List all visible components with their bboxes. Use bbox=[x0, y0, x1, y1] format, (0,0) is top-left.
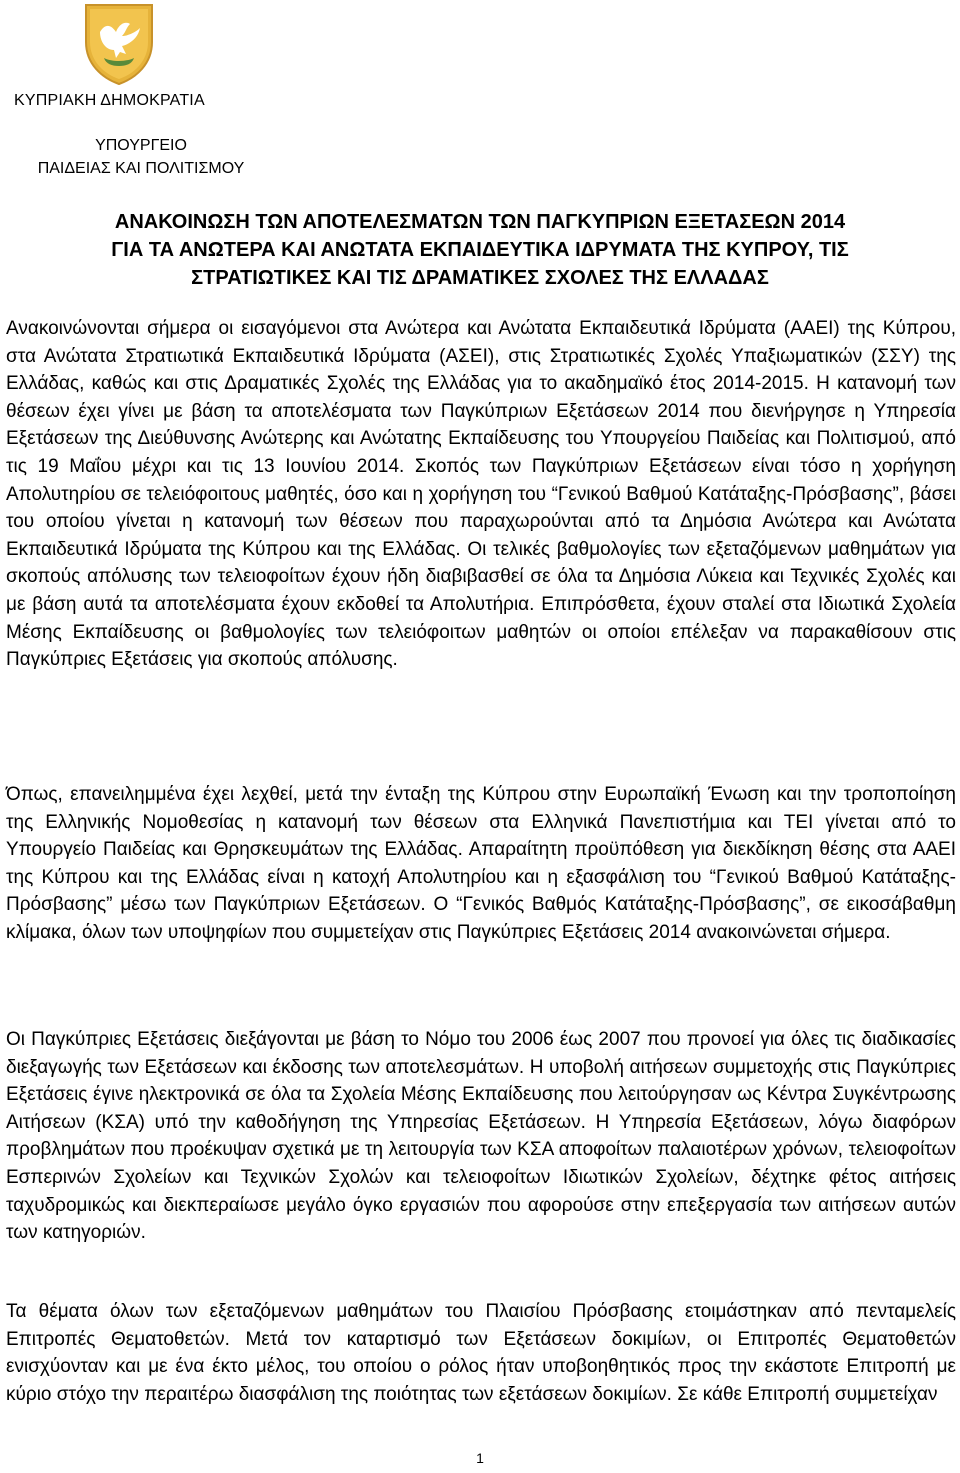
body-paragraph: Ανακοινώνονται σήμερα οι εισαγόμενοι στα Ανώτερα και Ανώτατα Εκπαιδευτικά Ιδρύματα (ΑΑΕΙ) της Κύπρου, στα Ανώτατα Στρατιωτικά Εκπαιδευτικά Ιδρύματα (ΑΣΕΙ), στις Στρατιωτικές Σχολές Υπαξιωματικών (ΣΣΥ) της Ελλάδας, καθώς και στις Δραματικές Σχολές της Ελλάδας για το ακαδημαϊκό έτος 2014-2015. Η κατανομή των θέσεων έχει γίνει με βάση τα αποτελέσματα των Παγκύπριων Εξετάσεων 2014 που διενήργησε η Υπηρεσία Εξετάσεων της Διεύθυνσης Ανώτερης και Ανώτατης Εκπαίδευσης του Υπουργείου Παιδείας και Πολιτισμού, από τις 19 Μαΐου μέχρι και τις 13 Ιουνίου 2014. Σκοπός των Παγκύπριων Εξετάσεων είναι τόσο η χορήγηση Απολυτηρίου σε τελειόφοιτους μαθητές, όσο και η χορήγηση του “Γενικού Βαθμού Κατάταξης-Πρόσβασης”, βάσει του οποίου γίνεται η κατανομή των θέσεων που παραχωρούνται από τα Δημόσια Ανώτερα και Ανώτατα Εκπαιδευτικά Ιδρύματα της Κύπρου και της Ελλάδας. Οι τελικές βαθμολογίες των εξεταζόμενων μαθημάτων για σκοπούς απόλυσης των τελειοφοίτων έχουν ήδη διαβιβασθεί σε όλα τα Δημόσια Λύκεια και Τεχνικές Σχολές και με βάση αυτά τα αποτελέσματα έχουν εκδοθεί τα Απολυτήρια. Επιπρόσθετα, έχουν σταλεί στα Ιδιωτικά Σχολεία Μέσης Εκπαίδευσης οι βαθμολογίες των τελειόφοιτων μαθητών οι οποίοι επέλεξαν να παρακαθίσουν στις Παγκύπριες Εξετάσεις για σκοπούς απόλυσης. bbox=[6, 318, 956, 671]
announcement-title bbox=[0, 208, 960, 292]
republic-name: ΚΥΠΡΙΑΚΗ ΔΗΜΟΚΡΑΤΙΑ bbox=[14, 92, 205, 109]
page-number: 1 bbox=[476, 1450, 484, 1466]
title-line-1: ΑΝΑΚΟΙΝΩΣΗ ΤΩΝ ΑΠΟΤΕΛΕΣΜΑΤΩΝ ΤΩΝ ΠΑΓΚΥΠΡΙΩΝ ΕΞΕΤΑΣΕΩΝ 2014 bbox=[114, 211, 846, 233]
body-paragraph: Τα θέματα όλων των εξεταζόμενων μαθημάτων του Πλαισίου Πρόσβασης ετοιμάστηκαν από πενταμελείς Επιτροπές Θεματοθετών. Μετά τον καταρτισμό των Εξετάσεων δοκιμίων, οι Επιτροπές Θεματοθετών ενισχύονταν και με ένα έκτο μέλος, του οποίου ο ρόλος ήταν υποβοηθητικός προς την εκάστοτε Επιτροπή με κύριο στόχο την περαιτέρω διασφάλιση της ποιότητας των εξετάσεων δοκιμίων. Σε κάθε Επιτροπή συμμετείχαν bbox=[6, 1301, 956, 1405]
body-paragraph: Όπως, επανειλημμένα έχει λεχθεί, μετά την ένταξη της Κύπρου στην Ευρωπαϊκή Ένωση και την τροποποίηση της Ελληνικής Νομοθεσίας η κατανομή των θέσεων στα Ελληνικά Πανεπιστήμια και ΤΕΙ γίνεται από το Υπουργείο Παιδείας και Θρησκευμάτων της Ελλάδας. Απαραίτητη προϋπόθεση για διεκδίκηση θέσης στα ΑΑΕΙ της Κύπρου και της Ελλάδας είναι η κατοχή Απολυτηρίου και η εξασφάλιση του “Γενικού Βαθμού Κατάταξης-Πρόσβασης” μέσω των Παγκύπριων Εξετάσεων. Ο “Γενικός Βαθμός Κατάταξης-Πρόσβασης”, σε εικοσάβαθμη κλίμακα, όλων των υποψηφίων που συμμετείχαν στις Παγκύπριες Εξετάσεις 2014 ανακοινώνεται σήμερα. bbox=[6, 784, 956, 943]
title-line-2: ΓΙΑ ΤΑ ΑΝΩΤΕΡΑ ΚΑΙ ΑΝΩΤΑΤΑ ΕΚΠΑΙΔΕΥΤΙΚΑ ΙΔΡΥΜΑΤΑ ΤΗΣ ΚΥΠΡΟΥ, ΤΙΣ bbox=[111, 239, 849, 261]
ministry-line-2: ΠΑΙΔΕΙΑΣ ΚΑΙ ΠΟΛΙΤΙΣΜΟΥ bbox=[37, 160, 245, 177]
cyprus-coat-of-arms-icon bbox=[82, 2, 156, 86]
body-paragraph: Οι Παγκύπριες Εξετάσεις διεξάγονται με βάση το Νόμο του 2006 έως 2007 που προνοεί για όλες τις διαδικασίες διεξαγωγής των Εξετάσεων και έκδοσης των αποτελεσμάτων. Η υποβολή αιτήσεων συμμετοχής στις Παγκύπριες Εξετάσεις έγινε ηλεκτρονικά σε όλα τα Σχολεία Μέσης Εκπαίδευσης που λειτούργησαν ως Κέντρα Συγκέντρωσης Αιτήσεων (ΚΣΑ) υπό την καθοδήγηση της Υπηρεσίας Εξετάσεων. Η Υπηρεσία Εξετάσεων, λόγω διαφόρων προβλημάτων που προέκυψαν σχετικά με τη λειτουργία των ΚΣΑ αποφοίτων παλαιοτέρων χρόνων, τελειοφοίτων Εσπερινών Σχολείων και Τεχνικών Σχολών και τελειοφοίτων Ιδιωτικών Σχολείων, δέχτηκε φέτος αιτήσεις ταχυδρομικώς και διεκπεραίωσε μεγάλο όγκο εργασιών που αφορούσε στην επεξεργασία των αιτήσεων αυτών των κατηγοριών. bbox=[6, 1029, 956, 1244]
ministry-name bbox=[6, 134, 276, 180]
ministry-line-1: ΥΠΟΥΡΓΕΙΟ bbox=[95, 137, 187, 154]
title-line-3: ΣΤΡΑΤΙΩΤΙΚΕΣ ΚΑΙ ΤΙΣ ΔΡΑΜΑΤΙΚΕΣ ΣΧΟΛΕΣ ΤΗΣ ΕΛΛΑΔΑΣ bbox=[191, 267, 769, 289]
